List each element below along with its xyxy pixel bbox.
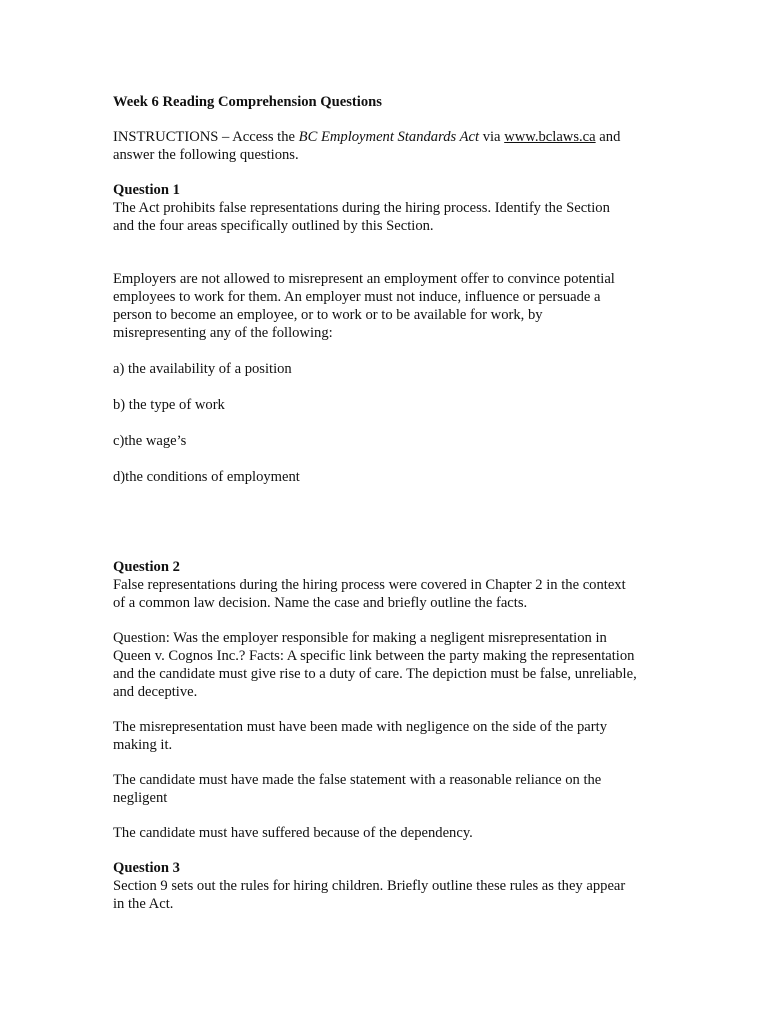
instructions-suffix: and <box>595 129 621 145</box>
question-2-answer-2 <box>113 718 658 754</box>
question-1-prompt-line: and the four areas specifically outlined by this Section. <box>113 218 434 234</box>
question-1-answer <box>113 270 658 342</box>
document-page <box>113 93 658 913</box>
question-2-prompt-line: of a common law decision. Name the case and briefly outline the facts. <box>113 595 528 611</box>
instructions-line-2: answer the following questions. <box>113 147 299 163</box>
answer-line: negligent <box>113 790 168 806</box>
list-item-c: c)the wage’s <box>113 433 187 449</box>
question-2-prompt-line: False representations during the hiring process were covered in Chapter 2 in the context <box>113 577 626 593</box>
list-item-a: a) the availability of a position <box>113 361 292 377</box>
answer-line: employees to work for them. An employer must not induce, influence or persuade a <box>113 289 601 305</box>
document-title: Week 6 Reading Comprehension Questions <box>113 94 382 110</box>
question-2-heading: Question 2 <box>113 559 180 575</box>
instructions-prefix: INSTRUCTIONS – Access the <box>113 129 299 145</box>
answer-line: Queen v. Cognos Inc.? Facts: A specific link between the party making the representation <box>113 648 635 664</box>
list-item-d: d)the conditions of employment <box>113 469 300 485</box>
answer-line: misrepresenting any of the following: <box>113 325 333 341</box>
answer-line: Employers are not allowed to misrepresent an employment offer to convince potential <box>113 271 615 287</box>
question-1-heading: Question 1 <box>113 182 180 198</box>
question-3-prompt-line: Section 9 sets out the rules for hiring children. Briefly outline these rules as they appear <box>113 878 626 894</box>
instructions-via: via <box>479 129 505 145</box>
answer-line: making it. <box>113 737 173 753</box>
answer-line: The candidate must have suffered because of the dependency. <box>113 825 473 841</box>
answer-line: and deceptive. <box>113 684 198 700</box>
instructions <box>113 128 658 164</box>
question-2-answer-1 <box>113 629 658 701</box>
answer-line: Question: Was the employer responsible for making a negligent misrepresentation in <box>113 630 607 646</box>
bclaws-link[interactable]: www.bclaws.ca <box>504 129 596 145</box>
question-1-prompt-line: The Act prohibits false representations during the hiring process. Identify the Section <box>113 200 610 216</box>
instructions-line-1 <box>113 128 658 146</box>
answer-line: The misrepresentation must have been made with negligence on the side of the party <box>113 719 607 735</box>
act-name: BC Employment Standards Act <box>298 129 480 145</box>
question-1 <box>113 181 658 235</box>
answer-line: person to become an employee, or to work or to be available for work, by <box>113 307 543 323</box>
question-2-answer-4 <box>113 824 658 842</box>
answer-line: The candidate must have made the false statement with a reasonable reliance on the <box>113 772 602 788</box>
question-2 <box>113 558 658 612</box>
question-3-prompt-line: in the Act. <box>113 896 174 912</box>
question-2-answer-3 <box>113 771 658 807</box>
question-3-heading: Question 3 <box>113 860 180 876</box>
answer-line: and the candidate must give rise to a duty of care. The depiction must be false, unreliable, <box>113 666 637 682</box>
list-item-b: b) the type of work <box>113 397 225 413</box>
question-3 <box>113 859 658 913</box>
